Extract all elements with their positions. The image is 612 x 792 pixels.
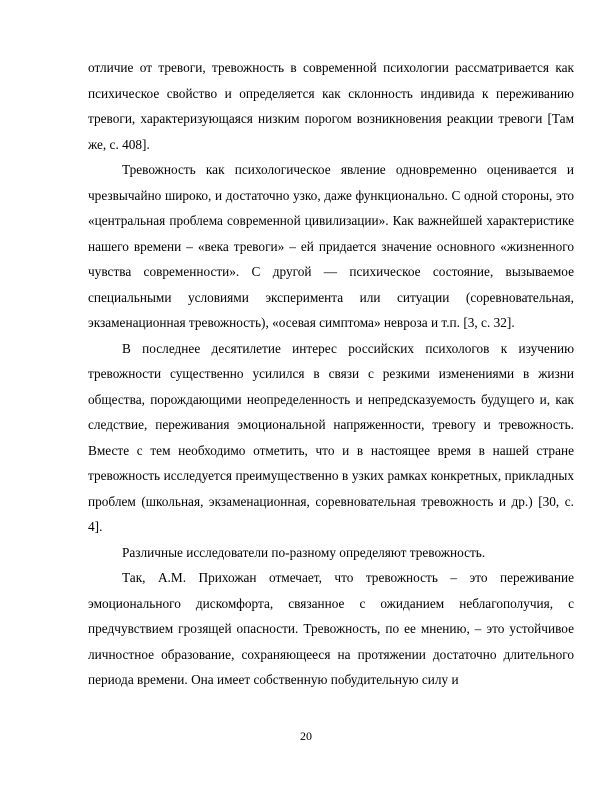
paragraph-prikhozhan: Так, А.М. Прихожан отмечает, что тревожность – это переживание эмоционального дискомфорта, связанное с ожиданием неблагополучия, с предчувствием грозящей опасности. Тревожность, по ее мнению, – это устойчивое личностное образование, сохраняющееся на протяжении достаточно длительного периода времени. Она имеет собственную побудительную силу и bbox=[88, 570, 574, 687]
paragraph-anxiety-phenomenon: Тревожность как психологическое явление одновременно оценивается и чрезвычайно широко, и достаточно узко, даже функционально. С одной стороны, это «центральная проблема современной цивилизации». Как важнейшей характеристике нашего времени – «века тревоги» – ей придается значение основного «жизненного чувства современности». С другой — психическое состояние, вызываемое специальными условиями эксперимента или ситуации (соревновательная, экзаменационная тревожность), «осевая симптома» невроза и т.п. [3, с. 32]. bbox=[88, 162, 574, 330]
paragraph-continuation: отличие от тревоги, тревожность в современной психологии рассматривается как психическое свойство и определяется как склонность индивида к переживанию тревоги, характеризующаяся низким порогом возникновения реакции тревоги [Там же, с. 408]. bbox=[88, 60, 574, 152]
body-text bbox=[88, 55, 574, 693]
paragraph-russian-research: В последнее десятилетие интерес российских психологов к изучению тревожности существенно усилился в связи с резкими изменениями в жизни общества, порождающими неопределенность и непредсказуемость будущего и, как следствие, переживания эмоциональной напряженности, тревогу и тревожность. Вместе с тем необходимо отметить, что и в настоящее время в нашей стране тревожность исследуется преимущественно в узких рамках конкретных, прикладных проблем (школьная, экзаменационная, соревновательная тревожность и др.) [30, с. 4]. bbox=[88, 340, 574, 534]
paragraph-different-definitions: Различные исследователи по-разному определяют тревожность. bbox=[122, 544, 486, 560]
page-number: 20 bbox=[300, 729, 312, 743]
